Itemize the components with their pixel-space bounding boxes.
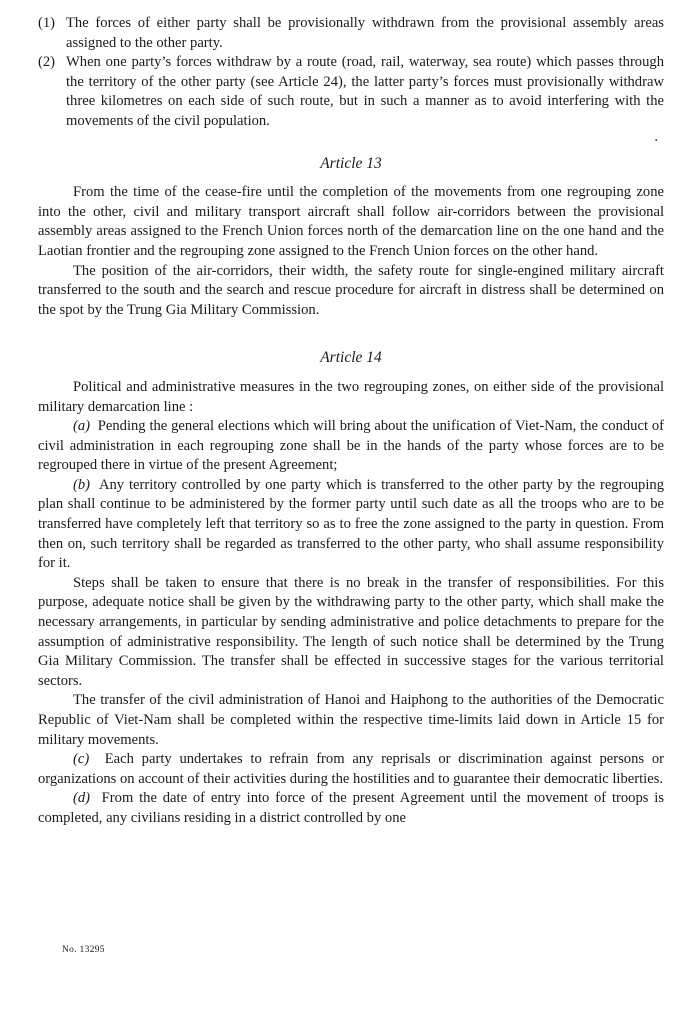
list-item-number: (1)	[38, 15, 56, 31]
list-item-text: The forces of either party shall be provisionally withdrawn from the provisional assembly areas assigned to the other party.	[66, 15, 664, 51]
article-13-heading: Article 13	[320, 154, 382, 172]
article-14-transfer-paragraph: The transfer of the civil administration of Hanoi and Haiphong to the authorities of the Democratic Republic of Viet-Nam shall be completed within the respective time-limits laid down in Article 15 for military movements.	[38, 692, 664, 748]
clause-a-label: (a)	[73, 418, 91, 435]
clause-b-text: Any territory controlled by one party which is transferred to the other party by the regrouping plan shall continue to be administered by the former party until such date as all the troops who are to be transferred have completely left that territory so as to free the zone assigned to the party in question. From then on, such territory shall be regarded as transferred to the other party, who shall assume responsibility for it.	[38, 476, 664, 572]
clause-c-label: (c)	[73, 751, 90, 768]
document-number-footer: No. 13295	[62, 945, 105, 955]
article-14-clause-a	[38, 417, 664, 476]
article-14-clause-c	[38, 750, 664, 789]
list-item-2	[38, 53, 664, 131]
article-14-clause-d	[38, 789, 664, 828]
clause-d-text: From the date of entry into force of the present Agreement until the movement of troops is completed, any civilians residing in a district controlled by one	[38, 790, 665, 826]
list-item-number: (2)	[38, 54, 56, 71]
article-14-steps-paragraph: Steps shall be taken to ensure that there is no break in the transfer of responsibilities. For this purpose, adequate notice shall be given by the withdrawing party to the other party, which shall make the necessary arrangements, in particular by sending administrative and police detachments to prepare for the assumption of administrative responsibility. The length of such notice shall be determined by the Trung Gia Military Commission. The transfer shall be effected in successive stages for the various territorial sectors.	[38, 574, 664, 689]
document-page	[38, 14, 664, 829]
article-13-paragraph-1: From the time of the cease-fire until the completion of the movements from one regrouping zone into the other, civil and military transport aircraft shall follow air-corridors between the provisional assembly areas assigned to the French Union forces north of the demarcation line on the one hand and the Laotian frontier and the regrouping zone assigned to the French Union forces on the other hand.	[38, 184, 664, 259]
article-13-paragraph-2: The position of the air-corridors, their width, the safety route for single-engined military aircraft transferred to the south and the search and rescue procedure for aircraft in distress shall be determined on the spot by the Trung Gia Military Commission.	[38, 262, 664, 318]
list-item-text: When one party’s forces withdraw by a route (road, rail, waterway, sea route) which passes through the territory of the other party (see Article 24), the latter party’s forces must provisionally withdraw three kilometres on each side of such route, but in such a manner as to avoid interfering with the movements of the civil population.	[66, 54, 664, 129]
article-14-heading: Article 14	[320, 349, 382, 367]
clause-d-label: (d)	[73, 790, 91, 807]
clause-c-text: Each party undertakes to refrain from any reprisals or discrimination against persons or organizations on account of their activities during the hostilities and to guarantee their democratic liberties.	[38, 751, 665, 787]
stray-mark: .	[654, 128, 658, 145]
list-item-1	[38, 14, 664, 53]
clause-a-text: Pending the general elections which will bring about the unification of Viet-Nam, the conduct of civil administration in each regrouping zone shall be in the hands of the party whose forces are to be regrouped there in virtue of the present Agreement;	[38, 418, 665, 474]
article-14-intro: Political and administrative measures in the two regrouping zones, on either side of the provisional military demarcation line :	[38, 378, 664, 415]
article-14-clause-b	[38, 476, 664, 574]
clause-b-label: (b)	[73, 476, 91, 493]
